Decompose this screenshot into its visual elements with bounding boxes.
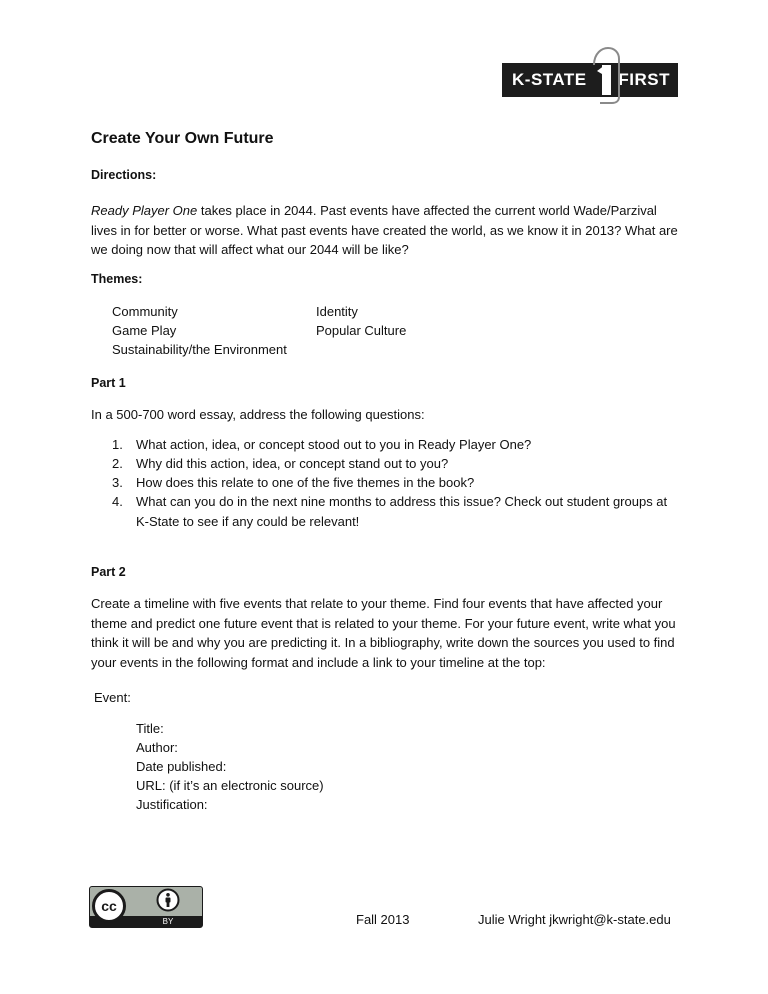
- bibliography-field: Title:: [136, 721, 164, 736]
- question-number: 1.: [112, 437, 123, 452]
- footer-term: Fall 2013: [356, 912, 410, 927]
- directions-text: takes place in 2044. Past events have affected the current world Wade/Parzival lives in for better or worse. What past events have created the world, as we know it in 2013? What are we doing now that will affect what our 2044 will be like?: [91, 203, 678, 257]
- k-state-first-logo: [502, 45, 678, 105]
- question-text: How does this relate to one of the five themes in the book?: [136, 475, 475, 490]
- themes-heading: Themes:: [91, 272, 143, 286]
- directions-heading: Directions:: [91, 168, 157, 182]
- footer-author: Julie Wright jkwright@k-state.edu: [478, 912, 671, 927]
- event-label: Event:: [94, 690, 131, 705]
- question-number: 2.: [112, 456, 123, 471]
- logo-one-mark-icon: [588, 45, 622, 105]
- bibliography-field: Author:: [136, 740, 178, 755]
- bibliography-field: Justification:: [136, 797, 208, 812]
- part1-intro: In a 500-700 word essay, address the following questions:: [91, 407, 425, 422]
- directions-paragraph: [91, 201, 685, 260]
- part1-heading: Part 1: [91, 376, 126, 390]
- cc-logo-icon: cc: [92, 889, 126, 923]
- logo-left-text: K-STATE: [512, 70, 587, 89]
- cc-by-label: BY: [162, 917, 174, 926]
- question-number: 3.: [112, 475, 123, 490]
- book-title: Ready Player One: [91, 203, 198, 218]
- bibliography-field: Date published:: [136, 759, 227, 774]
- bibliography-field: URL: (if it’s an electronic source): [136, 778, 324, 793]
- cc-by-license-badge: [89, 886, 203, 928]
- part2-paragraph: Create a timeline with five events that relate to your theme. Find four events that have affected your theme and predict one future event that is related to your theme. For your future event, write what you think it will be and why you are predicting it. In a bibliography, write down the sources you used to find your events in the following format and include a link to your timeline at the top:: [91, 596, 676, 670]
- theme-item: Sustainability/the Environment: [112, 342, 287, 357]
- attribution-person-icon: [156, 888, 180, 912]
- page-title: Create Your Own Future: [91, 130, 274, 147]
- question-number: 4.: [112, 494, 123, 509]
- part2-heading: Part 2: [91, 565, 126, 579]
- logo-right-text: FIRST: [618, 70, 670, 89]
- theme-item: Popular Culture: [316, 323, 407, 338]
- question-text: What action, idea, or concept stood out to you in Ready Player One?: [136, 437, 532, 452]
- theme-item: Identity: [316, 304, 358, 319]
- theme-item: Game Play: [112, 323, 177, 338]
- question-text: Why did this action, idea, or concept stand out to you?: [136, 456, 449, 471]
- theme-item: Community: [112, 304, 178, 319]
- question-text: What can you do in the next nine months to address this issue? Check out student groups at K-State to see if any could be relevant!: [136, 494, 668, 529]
